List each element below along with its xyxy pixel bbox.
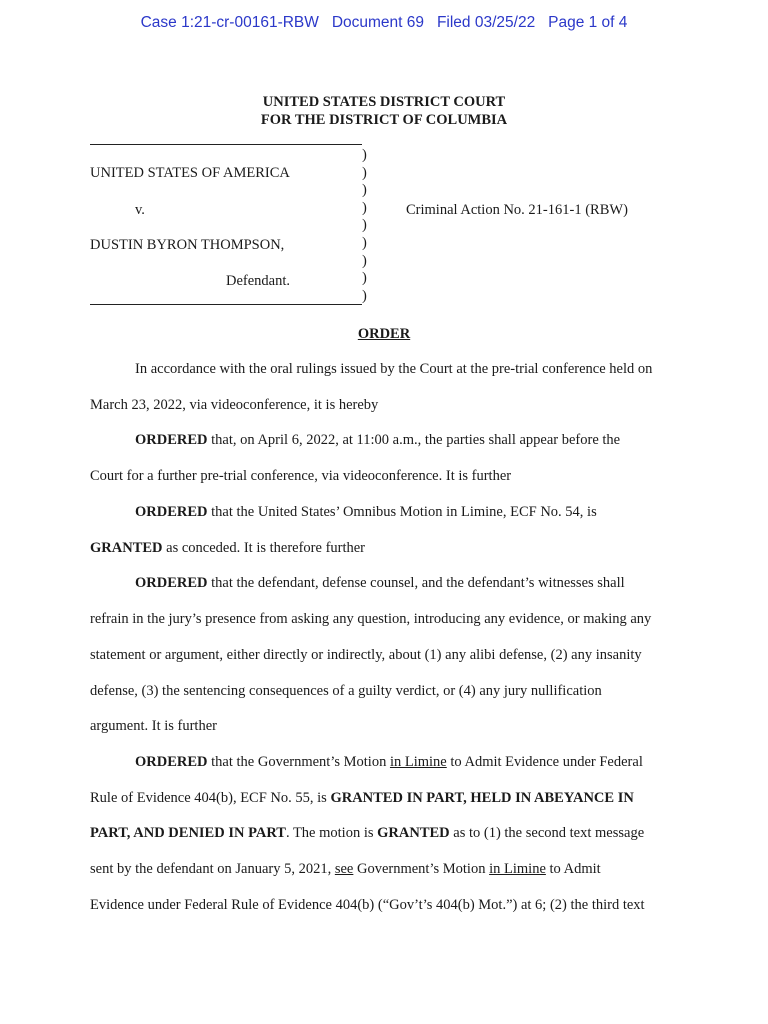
page-number-stamp: Page 1 of 4 (548, 14, 628, 31)
paren: ) (362, 252, 367, 269)
filed-date-stamp: Filed 03/25/22 (436, 14, 536, 31)
body-line-8: refrain in the jury’s presence from asking any question, introducing any evidence, or making any (90, 611, 652, 627)
ordered-keyword: ORDERED (135, 432, 208, 448)
body-line-16: Evidence under Federal Rule of Evidence 404(b) (“Gov’t’s 404(b) Mot.”) at 6; (2) the third text (90, 897, 645, 913)
versus-label: v. (135, 202, 145, 218)
plaintiff-name: UNITED STATES OF AMERICA (90, 165, 290, 181)
court-heading (0, 93, 768, 129)
body-line-9: statement or argument, either directly or indirectly, about (1) any alibi defense, (2) any insanity (90, 647, 642, 663)
paren: ) (362, 164, 367, 181)
document-number-stamp: Document 69 (331, 14, 425, 31)
body-line-10: defense, (3) the sentencing consequences of a guilty verdict, or (4) any jury nullification (90, 683, 602, 699)
defendant-role: Defendant. (226, 273, 291, 289)
body-line-13: Rule of Evidence 404(b), ECF No. 55, is GRANTED IN PART, HELD IN ABEYANCE IN (90, 790, 634, 806)
body-line-14: PART, AND DENIED IN PART. The motion is GRANTED as to (1) the second text message (90, 825, 645, 841)
paren: ) (362, 199, 367, 216)
paren: ) (362, 234, 367, 251)
case-number: Criminal Action No. 21-161-1 (RBW) (406, 202, 628, 218)
body-line-1: In accordance with the oral rulings issued by the Court at the pre-trial conference held on (135, 361, 653, 377)
ecf-header-stamp (0, 14, 768, 32)
ordered-keyword: ORDERED (135, 575, 208, 591)
case-number-stamp: Case 1:21-cr-00161-RBW (140, 14, 319, 31)
paren: ) (362, 270, 367, 287)
body-line-5: ORDERED that the United States’ Omnibus Motion in Limine, ECF No. 54, is (135, 504, 597, 520)
ordered-keyword: ORDERED (135, 754, 208, 770)
order-title: ORDER (357, 326, 411, 342)
body-line-11: argument. It is further (90, 718, 217, 734)
caption-bottom-rule (90, 304, 362, 305)
ordered-keyword: ORDERED (135, 504, 208, 520)
body-line-3: ORDERED that, on April 6, 2022, at 11:00 a.m., the parties shall appear before the (135, 432, 621, 448)
paren: ) (362, 287, 367, 304)
caption-parentheses (362, 147, 367, 305)
paren: ) (362, 217, 367, 234)
body-line-2: March 23, 2022, via videoconference, it is hereby (90, 397, 379, 413)
body-line-7: ORDERED that the defendant, defense counsel, and the defendant’s witnesses shall (135, 575, 625, 591)
court-name: UNITED STATES DISTRICT COURT (262, 94, 506, 110)
body-line-6: GRANTED as conceded. It is therefore further (90, 540, 366, 556)
paren: ) (362, 147, 367, 163)
body-line-4: Court for a further pre-trial conference, via videoconference. It is further (90, 468, 512, 484)
paren: ) (362, 182, 367, 199)
body-line-12: ORDERED that the Government’s Motion in Limine to Admit Evidence under Federal (135, 754, 643, 770)
body-line-15: sent by the defendant on January 5, 2021, see Government’s Motion in Limine to Admit (90, 861, 601, 877)
court-district: FOR THE DISTRICT OF COLUMBIA (260, 112, 508, 128)
granted-keyword: GRANTED (90, 540, 163, 556)
caption-top-rule (90, 144, 362, 145)
defendant-name: DUSTIN BYRON THOMPSON, (90, 237, 285, 253)
